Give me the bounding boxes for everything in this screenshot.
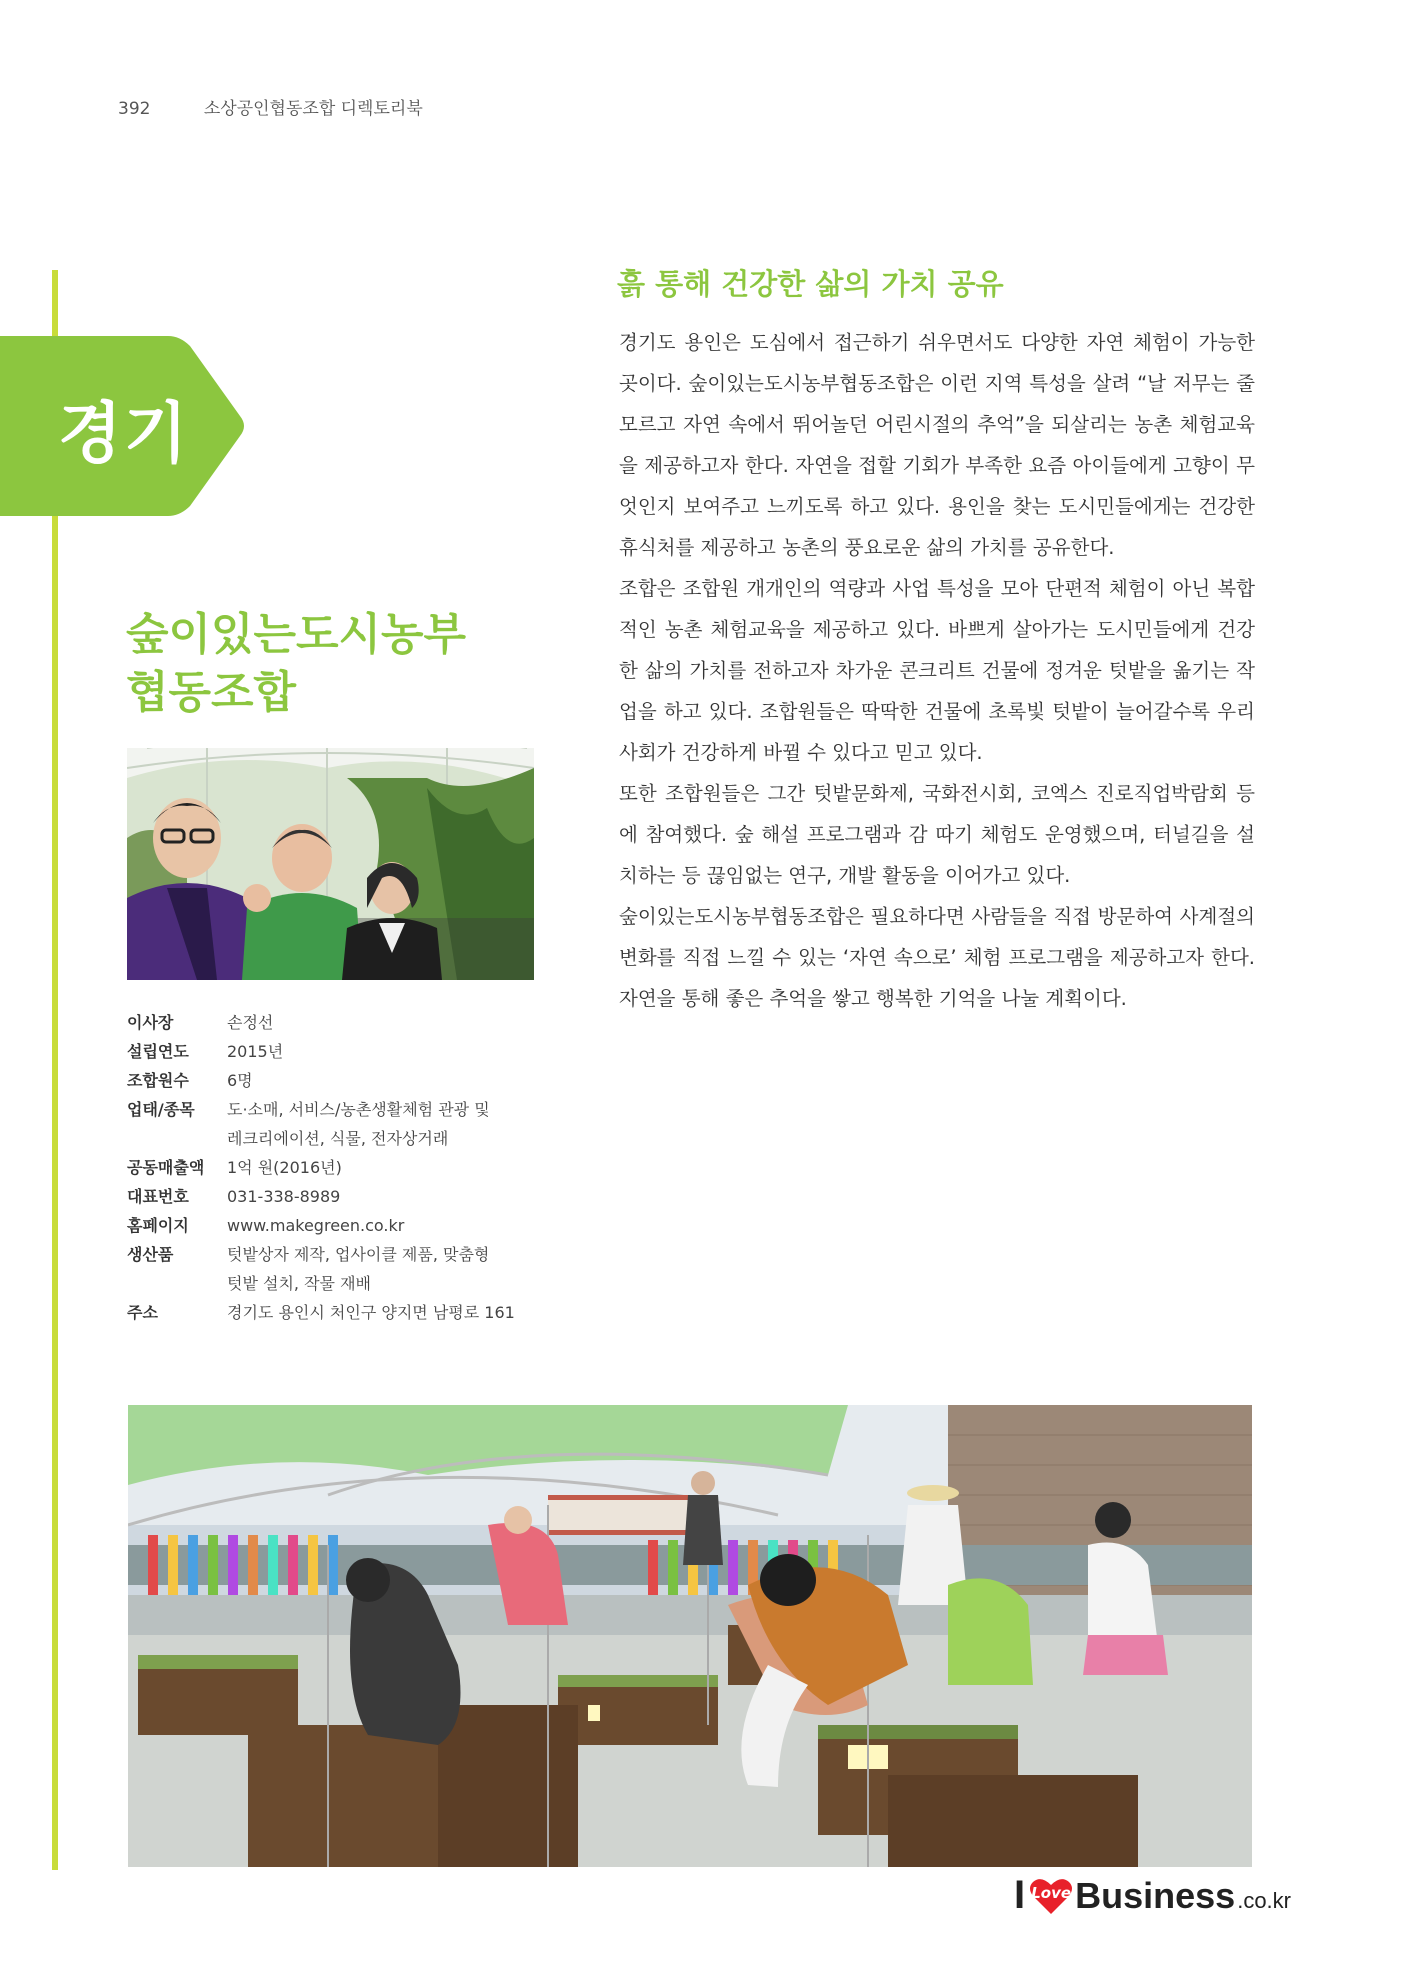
article-paragraph: 조합은 조합원 개개인의 역량과 사업 특성을 모아 단편적 체험이 아닌 복합적인 농촌 체험교육을 제공하고 있다. 바쁘게 살아가는 도시민들에게 건강한 삶의 가치를 전하고자 차가운 콘크리트 건물에 정겨운 텃밭을 옮기는 작업을 하고 있다. 조합원들은 딱딱한 건물에 초록빛 텃밭이 늘어갈수록 우리 사회가 건강하게 바뀔 수 있다고 믿고 있다. — [619, 577, 1255, 764]
members-photo — [127, 748, 534, 980]
info-value: 2015년 — [227, 1042, 284, 1061]
info-value-line2: 레크리에이션, 식물, 전자상거래 — [227, 1129, 449, 1148]
info-label: 대표번호 — [127, 1187, 189, 1206]
info-value: 031-338-8989 — [227, 1187, 341, 1206]
info-label: 주소 — [127, 1303, 158, 1322]
org-name-line2: 협동조합 — [126, 667, 297, 718]
info-row-ceo — [127, 1008, 547, 1037]
logo-i: I — [1014, 1873, 1026, 1917]
info-value — [227, 1095, 490, 1153]
info-row-founded — [127, 1037, 547, 1066]
info-value: 1억 원(2016년) — [227, 1158, 342, 1177]
info-row-products — [127, 1240, 547, 1298]
region-label: 경기 — [58, 395, 190, 472]
info-label: 조합원수 — [127, 1071, 189, 1090]
article-paragraph: 또한 조합원들은 그간 텃밭문화제, 국화전시회, 코엑스 진로직업박람회 등에 참여했다. 숲 해설 프로그램과 감 따기 체험도 운영했으며, 터널길을 설치하는 등 끊임없는 연구, 개발 활동을 이어가고 있다. — [619, 782, 1255, 887]
region-tab — [0, 336, 250, 516]
page-header — [118, 94, 423, 119]
heart-icon — [1029, 1876, 1073, 1916]
info-value: 6명 — [227, 1071, 253, 1090]
footer-logo — [1014, 1873, 1291, 1918]
article-title: 흙 통해 건강한 삶의 가치 공유 — [617, 267, 1004, 301]
info-table — [127, 1008, 547, 1327]
info-value-line1: 도·소매, 서비스/농촌생활체험 관광 및 — [227, 1100, 490, 1119]
info-row-members — [127, 1066, 547, 1095]
info-row-business-type — [127, 1095, 547, 1153]
info-label: 공동매출액 — [127, 1158, 205, 1177]
article-paragraph: 경기도 용인은 도심에서 접근하기 쉬우면서도 다양한 자연 체험이 가능한 곳이다. 숲이있는도시농부협동조합은 이런 지역 특성을 살려 “날 저무는 줄 모르고 자연 속에서 뛰어놀던 어린시절의 추억”을 되살리는 농촌 체험교육을 제공하고자 한다. 자연을 접할 기회가 부족한 요즘 아이들에게 고향이 무엇인지 보여주고 느끼도록 하고 있다. 용인을 찾는 도시민들에게는 건강한 휴식처를 제공하고 농촌의 풍요로운 삶의 가치를 공유한다. — [619, 331, 1255, 559]
page-number: 392 — [118, 99, 151, 119]
info-value: 손정선 — [227, 1013, 274, 1032]
info-label: 홈페이지 — [127, 1216, 189, 1235]
info-label: 업태/종목 — [127, 1100, 195, 1119]
org-name-line1: 숲이있는도시농부 — [126, 609, 467, 660]
org-name — [126, 606, 526, 722]
info-row-phone — [127, 1182, 547, 1211]
info-label: 생산품 — [127, 1245, 174, 1264]
info-label: 이사장 — [127, 1013, 174, 1032]
logo-love: Love — [1031, 1883, 1072, 1902]
info-value: 경기도 용인시 처인구 양지면 남평로 161 — [227, 1303, 515, 1322]
article-paragraph: 숲이있는도시농부협동조합은 필요하다면 사람들을 직접 방문하여 사계절의 변화를 직접 느낄 수 있는 ‘자연 속으로’ 체험 프로그램을 제공하고자 한다. 자연을 통해 좋은 추억을 쌓고 행복한 기억을 나눌 계획이다. — [619, 905, 1255, 1010]
info-value-line2: 텃밭 설치, 작물 재배 — [227, 1274, 371, 1293]
logo-business: Business — [1075, 1874, 1236, 1916]
info-value — [227, 1240, 489, 1298]
info-row-address — [127, 1298, 547, 1327]
logo-domain: .co.kr — [1237, 1887, 1291, 1913]
article-body — [619, 322, 1255, 1019]
info-value-line1: 텃밭상자 제작, 업사이클 제품, 맞춤형 — [227, 1245, 490, 1264]
book-title: 소상공인협동조합 디렉토리북 — [203, 99, 423, 119]
info-label: 설립연도 — [127, 1042, 189, 1061]
info-row-sales — [127, 1153, 547, 1182]
rooftop-garden-photo — [128, 1405, 1252, 1867]
homepage-link[interactable]: www.makegreen.co.kr — [227, 1216, 405, 1235]
info-row-homepage — [127, 1211, 547, 1240]
